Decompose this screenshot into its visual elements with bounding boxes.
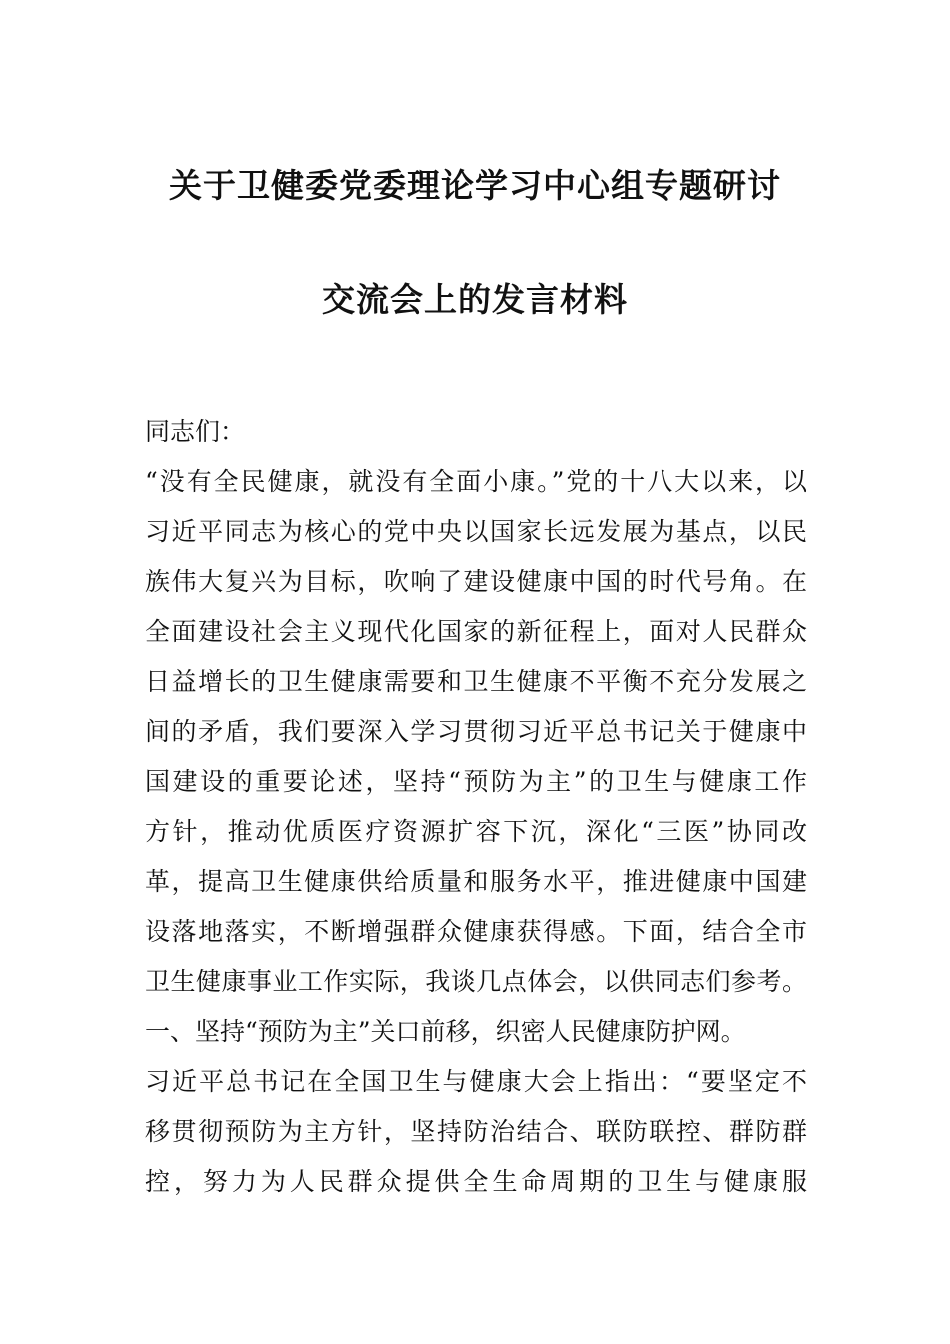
paragraph-line: 控，努力为人民群众提供全生命周期的卫生与健康服 [145,1167,807,1196]
paragraph-line: 族伟大复兴为目标，吹响了建设健康中国的时代号角。在 [145,567,807,596]
document-title-line-1: 关于卫健委党委理论学习中心组专题研讨 [169,166,781,205]
paragraph-line: 全面建设社会主义现代化国家的新征程上，面对人民群众 [145,617,807,646]
paragraph-line: 国建设的重要论述，坚持“预防为主”的卫生与健康工作 [145,767,807,796]
paragraph-line: 移贯彻预防为主方针，坚持防治结合、联防联控、群防群 [145,1117,807,1146]
document-title-line-2: 交流会上的发言材料 [322,280,628,319]
paragraph-line: 卫生健康事业工作实际，我谈几点体会，以供同志们参考。 [145,967,807,996]
paragraph-line: 设落地落实，不断增强群众健康获得感。下面，结合全市 [145,917,807,946]
salutation: 同志们： [145,417,246,446]
paragraph-line: “没有全民健康，就没有全面小康。”党的十八大以来，以 [145,467,807,496]
paragraph-line: 日益增长的卫生健康需要和卫生健康不平衡不充分发展之 [145,667,807,696]
paragraph-line: 习近平同志为核心的党中央以国家长远发展为基点，以民 [145,517,807,546]
document-body [145,414,807,1214]
paragraph-line: 革，提高卫生健康供给质量和服务水平，推进健康中国建 [145,867,807,896]
section-heading: 一、坚持“预防为主”关口前移，织密人民健康防护网。 [145,1017,746,1046]
paragraph-line: 方针，推动优质医疗资源扩容下沉，深化“三医”协同改 [145,817,807,846]
paragraph-line: 习近平总书记在全国卫生与健康大会上指出：“要坚定不 [145,1067,807,1096]
paragraph-line: 间的矛盾，我们要深入学习贯彻习近平总书记关于健康中 [145,717,807,746]
